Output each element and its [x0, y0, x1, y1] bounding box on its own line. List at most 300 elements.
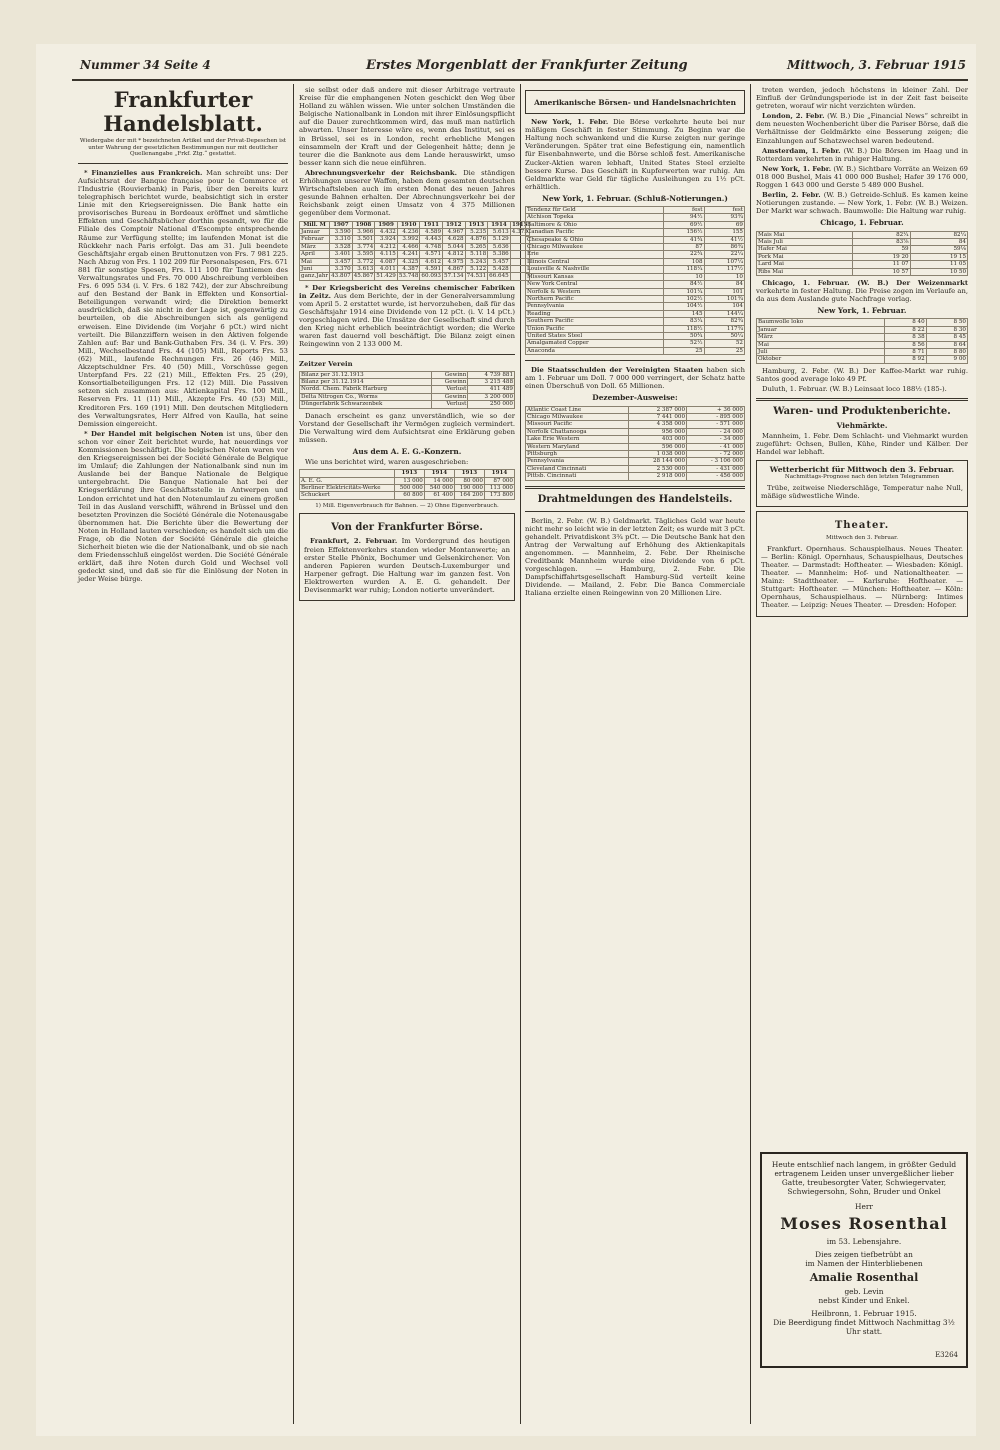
article-body: Im Vordergrund des heutigen freien Effektenverkehrs standen wieder Montanwerte; an erster Stelle Phönix, Bochumer und Gelsenkirchener. Von anderen Papieren wurden Deutsch-Luxemburger und Harpener gefragt. Die Haltung war im ganzen fest. Von Elektrowerten wurden A. E. G. gehandelt. Der Devisenmarkt war ruhig; London notierte unverändert. [304, 537, 510, 594]
column-divider [520, 84, 521, 1424]
newspaper-masthead: Erstes Morgenblatt der Frankfurter Zeitung [366, 58, 688, 73]
weather-box [756, 460, 968, 507]
table-cell: - 895 000 [687, 413, 745, 420]
table-cell: 8 92 [885, 356, 926, 363]
table-cell: Louisville & Nashville [526, 266, 664, 273]
column-divider [750, 84, 751, 1424]
table-header-row [300, 470, 515, 477]
article-body: Wie uns berichtet wird, waren ausgeschrieben: [305, 458, 469, 467]
table-cell: 2 530 000 [629, 465, 687, 472]
table-cell: 3.501 [352, 236, 375, 243]
table-row [300, 477, 515, 484]
table-cell: 8 56 [885, 341, 926, 348]
table-row [526, 303, 745, 310]
table-header-cell: Mill. M [300, 221, 330, 228]
table-cell: 4.975 [443, 258, 466, 265]
table-cell: Nordd. Chem. Fabrik Harburg [300, 386, 432, 393]
table-cell: 108 [664, 258, 704, 265]
column-divider [293, 84, 294, 1424]
table-row [526, 288, 745, 295]
table-cell: April [300, 251, 330, 258]
table-cell: 104 [704, 303, 744, 310]
table-header-cell: 1915 [511, 221, 528, 228]
table-header-cell: 1913 [454, 470, 484, 477]
table-header-cell: 1909 [375, 221, 398, 228]
table-row [526, 325, 745, 332]
table-cell: Oktober [757, 356, 885, 363]
table-cell: 60.093 [421, 273, 441, 280]
table-cell: 3.370 [330, 265, 353, 272]
table-cell: 82¼ [853, 231, 910, 238]
table-cell: Schuckert [300, 492, 395, 499]
table-cell: Pork Mai [757, 253, 853, 260]
table-row [300, 236, 530, 243]
table-cell: Juli [757, 348, 885, 355]
table-cell: 3.590 [330, 228, 353, 235]
table-cell: 5.428 [488, 265, 511, 272]
table-row [526, 310, 745, 317]
table-row [757, 326, 968, 333]
table-cell: Erie [526, 251, 664, 258]
obituary-notice [760, 1152, 968, 1368]
table-cell: 9 00 [926, 356, 967, 363]
table-header-cell: 1908 [352, 221, 375, 228]
table-cell: Illinois Central [526, 258, 664, 265]
article-body: Mannheim, 1. Febr. Dem Schlacht- und Viehmarkt wurden zugeführt: Ochsen, Bullen, Kühe, Rinder und Kälber. Der Handel war lebhaft. [756, 432, 968, 457]
dateline: London, 2. Febr. [762, 112, 825, 121]
theater-subtitle: Mittwoch den 3. Februar. [826, 535, 898, 542]
table-cell: 10 50 [910, 268, 967, 275]
table-cell: Pittsb. Cincinnati [526, 473, 629, 480]
table-cell: 5.044 [443, 243, 466, 250]
table-cell: Düngerfabrik Schwarzenbek [300, 401, 432, 408]
article [756, 279, 968, 303]
table-cell: Norfolk Chattanooga [526, 428, 629, 435]
table-cell: 5.122 [465, 265, 488, 272]
article-body: (W. B.) Sichtbare Vorräte an Weizen 69 018 000 Bushel, Mais 41 000 000 Bushel; Hafer 39 176 000, Roggen 1 643 000 und Gerste 5 489 000 Bushel. [756, 164, 969, 190]
table-title: Chicago, 1. Februar. [820, 218, 904, 228]
table-row [526, 413, 745, 420]
table-cell: 82¾ [704, 318, 744, 325]
article-heading: Viehmärkte. [836, 421, 888, 431]
obituary-place-date: Heilbronn, 1. Februar 1915. [811, 1309, 917, 1318]
table-cell: 84 [704, 281, 744, 288]
table-cell: 83⅞ [853, 238, 910, 245]
table-row [757, 231, 968, 238]
table-cell: 43.807 [331, 273, 351, 280]
table-row [526, 266, 745, 273]
ledger-title: Zeitzer Verein [299, 359, 353, 368]
table-cell: 3 215 488 [468, 379, 515, 386]
table-cell: 3.613 [352, 265, 375, 272]
table-cell: 4.628 [443, 236, 466, 243]
ledger-table [299, 371, 515, 409]
table-cell: 4 739 881 [468, 371, 515, 378]
section-title: Drahtmeldungen des Handelsteils. [537, 493, 733, 505]
table-cell: New York Central [526, 281, 664, 288]
table-cell: - 34 000 [687, 436, 745, 443]
table-cell: 156½ [664, 229, 704, 236]
table-cell: Berliner Elektricitäts-Werke [300, 485, 395, 492]
table-cell: 596 000 [629, 443, 687, 450]
table-header-cell: 1913 [465, 221, 488, 228]
table-header-cell: 1914 [488, 221, 511, 228]
table-cell: Februar [300, 236, 330, 243]
table-cell: März [757, 334, 885, 341]
table-cell: Pennsylvania [526, 303, 664, 310]
table-row [757, 334, 968, 341]
table-header-row [300, 221, 530, 228]
table-row [300, 401, 515, 408]
table-cell: März [300, 243, 330, 250]
table-cell: Mais Mai [757, 231, 853, 238]
article-body: verkehrte in fester Haltung. Die Preise zogen im Verlaufe an, da aus dem Auslande gute Nachfrage vorlag. [756, 287, 968, 304]
table-row [300, 379, 515, 386]
table-cell: 250 000 [468, 401, 515, 408]
amerika-box [525, 90, 745, 114]
table-row [757, 246, 968, 253]
article-body: Man schreibt uns: Der Aufsichtsrat der Banque française pour le Commerce et l'Industrie (Rouvierbank) in Paris, über den bereits kurz telegraphisch berichtet wurde, beabsichtigt sich in erster Linie mit den Kriegsereignissen. Die Bank hatte ein provisorisches Bureau in Bordeaux eröffnet und sämtliche Effekten und Geschäftsbücher dorthin gesandt, wo für die Filiale des Comptoir National d'Escompte entsprechende Räume zur Verfügung stellte; im laufenden Monat ist die Rückkehr nach Paris erfolgt. Das am 31. Juli beendete Geschäftsjahr ergab einen Bruttonutzen von Frs. 7 981 225. Nach Abzug von Frs. 1 102 209 für Personalspesen, Frs. 671 881 für sonstige Spesen, Frs. 111 100 für Tantiemen des Verwaltungsrates und Frs. 70 000 Abschreibung verbleiben Frs. 6 095 534 (i. V. Frs. 6 182 742), der zur Abschreibung auf den Bestand der Bank in Effekten und Konsortial-Beteiligungen verwandt wird; die Direktion bemerkt ausdrücklich, daß sie nicht in der Lage ist, gegenwärtig zu beurteilen, ob die Abschreibungen sich als genügend erweisen. Eine Dividende (im Vorjahr 6 pCt.) wird nicht verteilt. Die Bilanzziffern weisen in den Aktiven folgende Zahlen auf: Bar und Bank-Guthaben Frs. 34 (i. V. Frs. 39) Mill., Wechselbestand Frs. 44 (105) Mill., Reports Frs. 53 (62) Mill., laufende Rechnungen Frs. 26 (46) Mill., Akzeptschuldner Frs. 40 (50) Mill., Vorschüsse gegen Unterpfand Frs. 22 (21) Mill., Effekten Frs. 25 (29), Konsortialbeteiligungen Frs. 12 (12) Mill. Die Passiven setzen sich zusammen aus: Aktienkapital Frs. 100 Mill., Reserven Frs. 11 (11) Mill., Akzepte Frs. 40 (53) Mill., Kreditoren Frs. 169 (191) Mill. Den deutschen Mitgliedern des Verwaltungsrates, Herr Alfred von Kaulla, hat seine Demission eingereicht. [78, 168, 288, 428]
table-cell: Chicago Milwaukee [526, 244, 664, 251]
table-cell: 8 50 [926, 319, 967, 326]
table-cell: Missouri Pacific [526, 421, 629, 428]
table-cell: 83¼ [664, 318, 704, 325]
divider [299, 354, 515, 355]
table-cell: 8 80 [926, 348, 967, 355]
obituary-age: im 53. Lebensjahre. [826, 1237, 902, 1246]
table-cell: 3.924 [375, 236, 398, 243]
table-cell: 4.812 [443, 251, 466, 258]
table-row [526, 295, 745, 302]
article-body: sie selbst oder daß andere mit dieser Arbitrage vertraute Kreise für die emphangenen Noten geschickt den Weg über Holland zu wählen wissen. Wie unter solchen Umständen die Belgische Nationalbank in London mit ihrer Einlösungspflicht auf die Dauer zurechtkommen wird, das muß man natürlich abwarten. Unser Interesse wäre es, wenn das Institut, sei es in Brüssel, sei es in London, recht erhebliche Mengen einsammeln der Kraft und der Gelegenheit hätte; denn je teurer die die Banknote aus dem Lande herauswirkt, umso besser kann sich die neue einführen. [299, 86, 515, 167]
table-row [757, 253, 968, 260]
obituary-herr: Herr [855, 1202, 873, 1211]
article-body: Aus dem Berichte, der in der Generalversammlung vom April 5. 2 erstattet wurde, ist hervorzuheben, daß für das Geschäftsjahr 1914 eine Dividende von 12 pCt. (i. V. 14 pCt.) vorgeschlagen wird. Die Umsätze der Gesellschaft sind durch den Krieg nicht erheblich beeinträchtigt worden; die Werke waren fast dauernd voll beschäftigt. Die Bilanz zeigt einen Reingewinn von 2 133 000 M. [299, 291, 515, 349]
table-cell: 4.115 [375, 251, 398, 258]
table-header-cell: 1914 [424, 470, 454, 477]
table-cell: 25 [664, 347, 704, 354]
table-cell: Mai [757, 341, 885, 348]
weather-text: Trübe, zeitweise Niederschläge, Temperatur nahe Null, mäßige südwestliche Winde. [761, 484, 963, 501]
obituary-children: nebst Kinder und Enkel. [818, 1296, 910, 1305]
article-body: Duluth, 1. Februar. (W. B.) Leinsaat loco 188½ (185-). [762, 384, 947, 393]
table-cell: - 72 000 [687, 450, 745, 457]
article-body: Die ständigen Erhöhungen unserer Waffen, haben dem gesamten deutschen Wirtschaftsleben auch im ersten Monat des neuen Jahres gesunde Bahnen erhalten. Der Abrechnungsverkehr bei der Reichsbank zeigt einen Umsatz von 4 375 Millionen gegenüber dem Vormonat. [299, 168, 516, 218]
article-heading: * Finanzielles aus Frankreich. [84, 168, 203, 177]
table-cell: 5.235 [465, 228, 488, 235]
table-cell: 4.375 [511, 228, 528, 235]
table-row [526, 273, 745, 280]
aeg-table [299, 469, 515, 500]
table-row [526, 347, 745, 354]
table-row [300, 228, 530, 235]
weather-title: Wetterbericht für Mittwoch den 3. Februar. [769, 465, 955, 475]
obituary-funeral: Die Beerdigung findet Mittwoch Nachmittag 3½ Uhr statt. [773, 1318, 955, 1336]
table-cell: Baltimore & Ohio [526, 221, 664, 228]
table-cell: 2 918 000 [629, 473, 687, 480]
table-cell: Januar [300, 228, 330, 235]
table-cell: 113 000 [484, 485, 514, 492]
table-cell: 155 [704, 229, 744, 236]
ny-stock-table [525, 206, 745, 355]
table-cell: 7 441 000 [629, 413, 687, 420]
article-body: (W. B.) Getreide-Schluß. Es kamen keine Notierungen zustande. — New York, 1. Febr. (W. B.) Weizen. Der Markt war schwach. Baumwolle: Die Haltung war ruhig. [756, 191, 968, 216]
table-cell: 107¼ [704, 258, 744, 265]
table-row [526, 214, 745, 221]
table-cell: 5.243 [465, 258, 488, 265]
article-body: haben sich am 1. Februar um Doll. 7 000 000 verringert, der Schatz hatte einen Überschuß von Doll. 65 Millionen. [525, 366, 745, 391]
table-row [526, 465, 745, 472]
table-cell: 74.531 [466, 273, 487, 280]
table-row [300, 258, 530, 265]
divider [78, 163, 288, 164]
table-header-cell: 1907 [330, 221, 353, 228]
table-cell: - 3 106 000 [687, 458, 745, 465]
table-cell: 500 000 [394, 485, 424, 492]
column-3 [525, 86, 745, 1426]
table-cell: 4.325 [397, 258, 420, 265]
table-row [526, 340, 745, 347]
column-4 [756, 86, 968, 1146]
table-cell: 4.591 [420, 265, 443, 272]
table-cell: 61 400 [424, 492, 454, 499]
table-row [300, 393, 515, 400]
article-body: Hamburg, 2. Febr. (W. B.) Der Kaffee-Markt war ruhig. Santos good average loko 49 Pf. [756, 366, 968, 383]
table-cell: 4.589 [420, 228, 443, 235]
theater-listing: Frankfurt. Opernhaus. Schauspielhaus. Neues Theater. — Berlin: Königl. Opernhaus, Schauspielhaus, Deutsches Theater. — Darmstadt: Hoftheater. — Wiesbaden: Königl. Theater. — Mannheim: Hof- und Nationaltheater. — Mainz: Stadttheater. — Karlsruhe: Hoftheater. — Stuttgart: Hoftheater. — München: Hoftheater. — Köln: Opernhaus, Schauspielhaus. — Nürnberg: Intimes Theater. — Leipzig: Neues Theater. — Dresden: Hofoper. [761, 544, 963, 610]
table-cell: 87 000 [484, 477, 514, 484]
table-cell: 4.748 [420, 243, 443, 250]
page-number: Nummer 34 Seite 4 [80, 58, 211, 72]
obituary-name: Moses Rosenthal [780, 1214, 948, 1233]
table-cell: 117¾ [704, 325, 744, 332]
table-cell: Verlust [431, 401, 467, 408]
theater-title: Theater. [834, 520, 890, 532]
table-cell: fest [704, 207, 744, 214]
table-row [526, 436, 745, 443]
table-cell: - 456 000 [687, 473, 745, 480]
table-cell: Hafer Mai [757, 246, 853, 253]
table-cell: 59⅛ [910, 246, 967, 253]
table-header-cell: 1914 [484, 470, 514, 477]
table-cell: fest [664, 207, 704, 214]
weather-subtitle: Nachmittags-Prognose nach den letzten Telegrammen [784, 474, 940, 481]
obituary-request: Dies zeigen tiefbetrübt an [815, 1250, 913, 1259]
table-cell: 3.992 [397, 236, 420, 243]
table-cell: 4.432 [375, 228, 398, 235]
table-cell: 145 [664, 310, 704, 317]
table-cell: + 36 000 [687, 406, 745, 413]
baumwolle-table [756, 318, 968, 363]
table-cell: 3 200 000 [468, 393, 515, 400]
table-cell: A. E. G. [300, 477, 395, 484]
table-row [526, 229, 745, 236]
table-cell: 540 000 [424, 485, 454, 492]
table-row [526, 221, 745, 228]
table-row [526, 281, 745, 288]
table-row [300, 243, 530, 250]
table-cell: 4.443 [420, 236, 443, 243]
table-cell: 4.236 [397, 228, 420, 235]
table-cell: Norfolk & Western [526, 288, 664, 295]
article-body: (W. B.) Die „Financial News“ schreibt in dem neuesten Wochenbericht über die Pariser Börse, daß die Verhältnisse der Geldmärkte eine Besserung zeigen; die Einzahlungen auf Schatzwechsel waren bedeutend. [756, 112, 969, 145]
table-cell: Mai [300, 258, 330, 265]
table-cell: ganz.Jahr [301, 273, 329, 280]
table-row [300, 273, 530, 280]
table-cell: 4 358 000 [629, 421, 687, 428]
table-cell: 25 [704, 347, 744, 354]
table-cell: 22¼ [704, 251, 744, 258]
table-cell: Januar [757, 326, 885, 333]
table-cell: Bilanz per 31.12.1914 [300, 379, 432, 386]
article-body: Die Börse verkehrte heute bei nur mäßigem Geschäft in fester Stimmung. Zu Beginn war die Haltung noch schwankend und die Kurse zeigten nur geringe Veränderungen. Später trat eine Befestigung ein, namentlich für Eisenbahnwerte, und die Börse schloß fest. Amerikanische Zucker-Aktien waren lebhaft, United States Steel erzielte bessere Kurse. Das Geschäft in Kupferwerten war ruhig. Am Geldmarkte war Geld für tägliche Ausleihungen zu 1½ pCt. erhältlich. [525, 118, 745, 191]
table-row [526, 428, 745, 435]
divider [525, 486, 745, 489]
table-cell: 8 22 [885, 326, 926, 333]
table-cell: 10 [704, 273, 744, 280]
table-cell: 4.466 [397, 243, 420, 250]
table-cell: 118½ [664, 325, 704, 332]
table-cell: 4.867 [443, 265, 466, 272]
table-cell: 5.386 [488, 251, 511, 258]
table-header-cell [300, 470, 395, 477]
obituary-behalf: im Namen der Hinterbliebenen [805, 1259, 923, 1268]
table-cell: 41¾ [664, 236, 704, 243]
obituary-widow: Amalie Rosenthal [809, 1271, 919, 1284]
table-row [526, 207, 745, 214]
table-row [526, 318, 745, 325]
section-title: Frankfurter Handelsblatt. [103, 87, 263, 136]
table-cell: 59 [853, 246, 910, 253]
table-cell: 411 489 [468, 386, 515, 393]
table-row [757, 348, 968, 355]
table-row [526, 450, 745, 457]
article-heading: Abrechnungsverkehr der Reichsbank. [305, 168, 457, 177]
table-cell: 52½ [664, 340, 704, 347]
table-cell: 69 [704, 221, 744, 228]
table-cell: 144¼ [704, 310, 744, 317]
dateline: New York, 1. Febr. [762, 164, 832, 173]
table-cell: 3.401 [330, 251, 353, 258]
dezember-table [525, 406, 745, 481]
table-cell: Cleveland Cincinnati [526, 465, 629, 472]
table-title: Dezember-Ausweise: [592, 393, 678, 403]
article [756, 112, 968, 144]
table-cell: 84 [910, 238, 967, 245]
footnote: 1) Mill. Eigenverbrauch für Bahnen. — 2) Ohne Eigenverbrauch. [315, 502, 499, 509]
table-row [757, 356, 968, 363]
table-cell: 8 71 [885, 348, 926, 355]
table-cell: 60 800 [394, 492, 424, 499]
article [756, 191, 968, 215]
article [78, 169, 288, 428]
table-cell: 41½ [704, 236, 744, 243]
table-cell: 13 000 [394, 477, 424, 484]
table-cell: 52 [704, 340, 744, 347]
table-row [757, 319, 968, 326]
table-header-cell: 1912 [443, 221, 466, 228]
dateline: Chicago, 1. Februar. (W. B.) Der Weizenmarkt [762, 278, 968, 287]
table-row [300, 485, 515, 492]
section-title: Amerikanische Börsen- und Handelsnachrichten [534, 98, 736, 107]
table-row [300, 492, 515, 499]
table-cell: 51.429 [376, 273, 396, 280]
table-title: New York, 1. Februar. [817, 306, 907, 316]
table-cell: 69½ [664, 221, 704, 228]
article [525, 118, 745, 191]
table-cell: Delta Nitrogen Co., Worms [300, 393, 432, 400]
table-cell: Southern Pacific [526, 318, 664, 325]
article-heading: Die Staatsschulden der Vereinigten Staaten [531, 366, 703, 375]
divider [525, 511, 745, 512]
table-cell: 5.118 [465, 251, 488, 258]
article [299, 169, 515, 218]
boerse-box [299, 513, 515, 601]
article-body: (W. B.) Die Börsen im Haag und in Rotterdam verkehrten in ruhiger Haltung. [756, 146, 968, 163]
article-body: treten werden, jedoch höchstens in kleiner Zahl. Der Einfluß der Gründungsperiode ist in der Zeit fast beiseite getreten, worauf wir nicht verzichten würden. [756, 86, 968, 111]
table-cell: 102½ [664, 295, 704, 302]
table-cell: 57.134 [444, 273, 464, 280]
table-cell: 5.265 [465, 243, 488, 250]
table-cell: Reading [526, 310, 664, 317]
section-subtitle: Wiedergabe der mit * bezeichneten Artikel und der Privat-Depeschen ist unter Wahrung der gesetzlichen Bestimmungen nur mit deutlicher Quellenangabe „Frkf. Ztg.“ gestattet. [79, 138, 287, 158]
article-heading: * Der Handel mit belgischen Noten [84, 429, 224, 438]
table-cell: 117½ [704, 266, 744, 273]
article [525, 366, 745, 390]
table-cell: Anaconda [526, 347, 664, 354]
table-cell: Pittsburgh [526, 450, 629, 457]
column-1 [78, 86, 288, 1426]
dateline: New York, 1. Febr. [531, 118, 609, 127]
table-cell: Juni [300, 265, 330, 272]
table-cell: 4.612 [420, 258, 443, 265]
table-cell: Missouri Kansas [526, 273, 664, 280]
table-cell: 86¾ [704, 244, 744, 251]
table-cell: Gewinn [431, 393, 467, 400]
table-cell: Western Maryland [526, 443, 629, 450]
table-cell: 8 64 [926, 341, 967, 348]
table-cell: 80 000 [454, 477, 484, 484]
article-body: Berlin, 2. Febr. (W. B.) Geldmarkt. Tägliches Geld war heute nicht mehr so leicht wie in der letzten Zeit; es wurde mit 3 pCt. gehandelt. Privatdiskont 3¾ pCt. — Die Deutsche Bank hat den Antrag der Verwaltung auf Erhöhung des Aktienkapitals angenommen. — Mannheim, 2. Febr. Der Rheinische Creditbank Mannheim wurde eine Dividende von 6 pCt. vorgeschlagen. — Hamburg, 2. Febr. Die Dampfschiffahrtsgesellschaft Hamburg-Süd verteilt keine Dividende. — Mailand, 2. Febr. Die Banca Commerciale Italiana erzielte einen Reingewinn von 20 Millionen Lire. [525, 516, 745, 598]
table-cell: 50¾ [664, 332, 704, 339]
table-row [526, 236, 745, 243]
table-cell: 5.457 [488, 258, 511, 265]
table-header-cell: 1910 [397, 221, 420, 228]
article [78, 430, 288, 584]
table-title: New York, 1. Februar. (Schluß-Notierungen.) [542, 193, 728, 203]
table-cell: 403 000 [629, 436, 687, 443]
divider [756, 398, 968, 401]
table-cell: Mais Juli [757, 238, 853, 245]
table-cell: Atlantic Coast Line [526, 406, 629, 413]
table-cell: 104½ [664, 303, 704, 310]
table-cell: 4.967 [443, 228, 466, 235]
article-body: Danach erscheint es ganz unverständlich, wie so der Vorstand der Gesellschaft ihr Vermögen zugleich vermindert. Die Verwaltung wird dem Aufsichtsrat eine Erklärung geben müssen. [299, 411, 515, 444]
table-cell: 8 38 [885, 334, 926, 341]
table-cell: 4.087 [375, 258, 398, 265]
table-row [526, 244, 745, 251]
table-cell: Tendenz für Geld [526, 207, 664, 214]
table-cell: 14 000 [424, 477, 454, 484]
table-cell: 101¾ [704, 295, 744, 302]
obituary-maiden-name: geb. Levin [844, 1287, 884, 1296]
table-cell: Chesapeake & Ohio [526, 236, 664, 243]
table-row [300, 265, 530, 272]
table-cell: - 571 000 [687, 421, 745, 428]
table-cell: Baumwolle loko [757, 319, 885, 326]
theater-box [756, 511, 968, 616]
article [756, 147, 968, 163]
